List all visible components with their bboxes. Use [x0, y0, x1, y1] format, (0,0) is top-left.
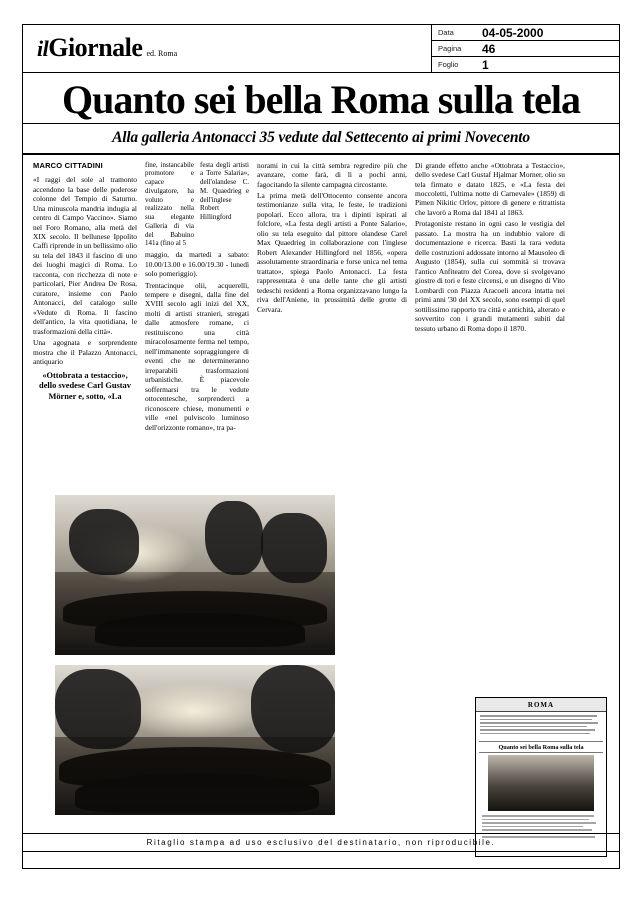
col1-paragraph-2: Una agognata e sorprendente mostra che il Palazzo Antonacci, antiquario — [33, 338, 137, 367]
clipping-frame — [22, 24, 620, 869]
col3-paragraph-2: La prima metà dell'Ottocento consente ancora testimonianze sulla vita, le feste, le tradizioni popolari. Ecco allora, tra i dipinti ispirati al folclore, «La festa degli artisti a Ponte Salario», olio su tela eseguito dal pittore olandese Carel Max Quaedrieg in collaborazione con l'inglese Robert Alexander Hillingford nel 1856, «opera assolutamente straordinaria e forse unica nel tema trattato», spiega Paolo Antonacci. La festa rappresentata è una delle tante che gli artisti tedeschi residenti a Roma organizzavano lungo la riva dell'Aniene, in prossimità delle grotte di Cervara. — [257, 191, 407, 314]
col2-paragraph-1: maggio, da martedì a sabato: 10.00/13.00 e 16.00/19.30 - lunedì solo pomeriggio). — [145, 250, 249, 279]
col3-paragraph-1: norami in cui la città sembra regredire più che avanzare, come farà, di lì a pochi anni, fagocitando la silente campagna circostante. — [257, 160, 407, 189]
meta-label-sheet: Foglio — [438, 60, 459, 69]
article-byline: MARCO CITTADINI — [33, 160, 103, 170]
photo2-rock-right — [251, 665, 335, 753]
meta-row-date — [432, 25, 619, 41]
photo1-tree-right — [205, 501, 263, 575]
meta-value-page: 46 — [482, 41, 496, 56]
headline-zone — [23, 73, 619, 124]
meta-value-date: 04-05-2000 — [482, 25, 544, 40]
meta-value-sheet: 1 — [482, 57, 489, 72]
article-headline: Quanto sei bella Roma sulla tela — [61, 77, 581, 122]
thumb-line — [480, 715, 597, 717]
meta-row-page — [432, 41, 619, 57]
photo-caption-right: festa degli artisti a Torre Salaria», dell'olandese C. M. Quaedrieg e dell'inglese Robert Hillingford — [200, 160, 249, 222]
photo2-foreground — [75, 773, 319, 813]
meta-row-sheet — [432, 57, 619, 72]
col4-paragraph-2: Protagoniste restano in ogni caso le vestigia del passato. La mostra ha un indubbio valore di documentazione e ricerca. Basti la rara veduta delle costruzioni addossate intorno al Mausoleo di Augusto (1854), sulla cui sommità si trovava l'antico Anfiteatro del Corea, dove si svolgevano giostre di tori e feste circensi, e un disegno di Vito Lombardi con Piazza Aracoeli ancora intatta nei primi anni '30 del XX secolo, sono esempi di quel sottilissimo rapporto tra città e antichità, alterato e sovvertito con i grandi mutamenti subiti dal tessuto urbano di Roma dopo il 1870. — [415, 219, 565, 333]
column-3 — [257, 161, 407, 434]
thumbnail-headline: Quanto sei bella Roma sulla tela — [479, 741, 603, 753]
thumb-line — [482, 815, 594, 817]
photo-ottobrata-testaccio — [55, 495, 335, 655]
thumb-line — [482, 822, 596, 824]
meta-label-page: Pagina — [438, 44, 462, 53]
column-2 — [145, 161, 249, 434]
clipping-footer-note: Ritaglio stampa ad uso esclusivo del destinatario, non riproducibile. — [23, 833, 619, 852]
photo2-rock-left — [55, 669, 141, 749]
logo-title: Giornale — [48, 33, 143, 62]
photo1-tree-left — [69, 509, 139, 575]
masthead — [23, 25, 619, 73]
thumb-line — [480, 726, 587, 728]
thumb-line — [480, 719, 592, 721]
photo1-tree-far-right — [261, 513, 327, 583]
meta-label-date: Data — [438, 28, 454, 37]
logo-edition: ed. Roma — [146, 49, 178, 58]
photo-festa-artisti-ponte-salario — [55, 665, 335, 815]
column-4 — [415, 161, 565, 434]
col2-paragraph-2: Trentacinque olii, acquerelli, tempere e disegni, dalla fine del XVIII secolo agli inizi del XX, molti di artisti stranieri, stregati dalle atmosfere romane, ci restituiscono una città miracolosamente ferma nel tempo, nell'immanente sopraggiungere di eventi che ne determineranno irreparabili trasformazioni urbanistiche. È piacevole soffermarsi tra le vedute ottocentesche, sorprenderci a riconoscere chiese, monumenti e ville «nel pulviscolo luminoso dell'orizzonte romano», tra pa- — [145, 280, 249, 432]
article-body — [23, 155, 619, 434]
thumb-line — [482, 829, 592, 831]
photo1-foreground — [95, 613, 305, 647]
thumb-line — [480, 733, 590, 735]
photo-caption-left: «Ottobrata a testaccio», dello svedese Carl Gustav Mörner e, sotto, «La — [39, 370, 131, 401]
clipping-meta-box — [431, 25, 619, 72]
col2-continuation — [145, 250, 249, 432]
col1-paragraph-1: «I raggi del sole al tramonto accendono la base delle poderose colonne del Tempio di Saturno. Una minuscola mandria indugia al centro di Campo Vaccino». Siamo nel Foro Romano, alla metà del XIX secolo. Il bellunese Ippolito Caffi riprende in un bellissimo olio su tela del 1843 il fascino di uno dei luoghi magici di Roma. Lo racconta, con ricchezza di note e particolari, Pier Andrea De Rosa, curatore, insieme con Paolo Antonacci, del catalogo sulle «Vedute di Roma. Il fascino dell'antico, la vita quotidiana, le trasformazioni della città». — [33, 175, 137, 336]
thumbnail-text-block-top — [476, 712, 606, 739]
thumb-line — [482, 819, 589, 821]
column-2-split — [145, 161, 249, 249]
logo-article: il — [37, 36, 49, 61]
newspaper-logo — [37, 33, 177, 63]
thumb-line — [480, 722, 598, 724]
col4-paragraph-1: Di grande effetto anche «Ottobrata a Testaccio», dello svedese Carl Gustaf Hjalmar Morner, olio su tela firmato e datato 1825, e «La festa dei moccoletti, l'ultima notte di Carnevale» (1859) di Pimen Nikitic Orlov, pittore di genere e ritrattista che lavorò a Roma dal 1841 al 1863. — [415, 160, 565, 217]
thumbnail-masthead: ROMA — [476, 698, 606, 712]
photo-group — [55, 495, 335, 815]
column-1 — [33, 161, 137, 434]
thumb-line — [480, 729, 595, 731]
photo2-highlight — [119, 683, 269, 739]
subhead-zone — [23, 124, 619, 155]
thumbnail-photo — [488, 755, 594, 811]
col2-left-subcolumn: fine, instancabile promotore e capace divulgatore, ha voluto e realizzato nella sua elegante Galleria di via del Babuino 141a (fino al 5 — [145, 160, 194, 248]
thumb-line — [482, 826, 583, 828]
article-subhead: Alla galleria Antonacci 35 vedute dal Settecento ai primi Novecento — [112, 128, 530, 146]
